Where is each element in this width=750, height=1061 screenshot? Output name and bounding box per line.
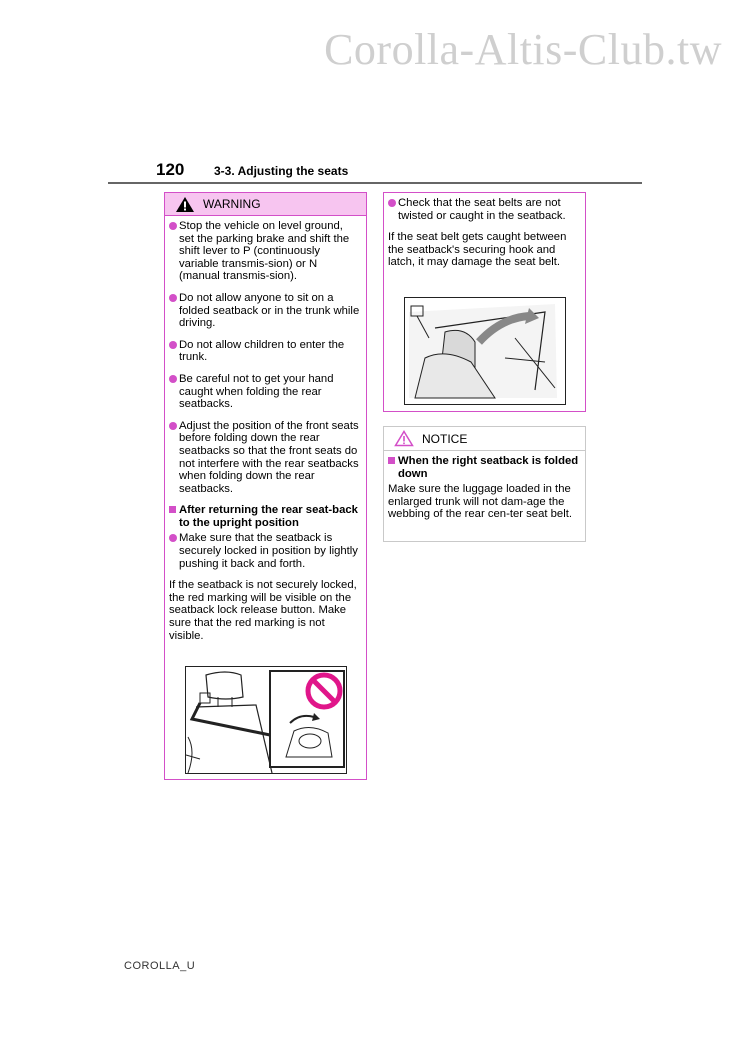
watermark: Corolla-Altis-Club.tw [324, 25, 722, 74]
warning-bullet: Do not allow anyone to sit on a folded seatback or in the trunk while driving. [169, 292, 360, 330]
warning-label: WARNING [203, 197, 261, 211]
caution-paragraph: If the seat belt gets caught between the seatback's securing hook and latch, it may damage the seat belt. [388, 231, 567, 269]
seat-belt-illustration [404, 297, 566, 405]
warning-sub-bullet: Make sure that the seatback is securely locked in position by lightly pushing it back and forth. [169, 532, 360, 570]
footer-code: COROLLA_U [124, 960, 196, 972]
warning-subheading: After returning the rear seat-back to the upright position [169, 504, 360, 529]
notice-paragraph: Make sure the luggage loaded in the enlarged trunk will not dam-age the webbing of the rear cen-ter seat belt. [388, 483, 572, 521]
warning-bullet: Adjust the position of the front seats before folding down the rear seatbacks so that the front seats do not interfere with the rear seatbacks when folding down the rear seatbacks. [169, 420, 360, 496]
warning-bullet: Be careful not to get your hand caught when folding the rear seatbacks. [169, 373, 360, 411]
prohibition-icon [304, 671, 344, 711]
notice-header [384, 427, 585, 451]
notice-subheading: When the right seatback is folded down [388, 455, 579, 480]
page-number: 120 [156, 160, 185, 179]
page-header [108, 160, 642, 186]
notice-triangle-icon [394, 430, 414, 447]
notice-content [384, 451, 585, 521]
warning-content [165, 216, 366, 642]
warning-bullet: Do not allow children to enter the trunk. [169, 339, 360, 364]
warning-paragraph: If the seatback is not securely locked, the red marking will be visible on the seatback lock release button. Make sure that the red marking is not visible. [169, 579, 357, 642]
section-title: 3-3. Adjusting the seats [214, 164, 349, 178]
caution-content [384, 193, 585, 269]
notice-box [383, 426, 586, 542]
notice-label: NOTICE [422, 431, 468, 446]
warning-header [165, 193, 366, 216]
caution-bullet: Check that the seat belts are not twisted or caught in the seatback. [388, 197, 579, 222]
header-rule [108, 182, 642, 184]
warning-box [164, 192, 367, 780]
seatback-lock-illustration [185, 666, 347, 774]
caution-continuation-box [383, 192, 586, 412]
warning-bullet: Stop the vehicle on level ground, set the parking brake and shift the shift lever to P (continuously variable transmis-sion) or N (manual transmis-sion). [169, 220, 360, 283]
warning-triangle-icon [175, 196, 195, 213]
